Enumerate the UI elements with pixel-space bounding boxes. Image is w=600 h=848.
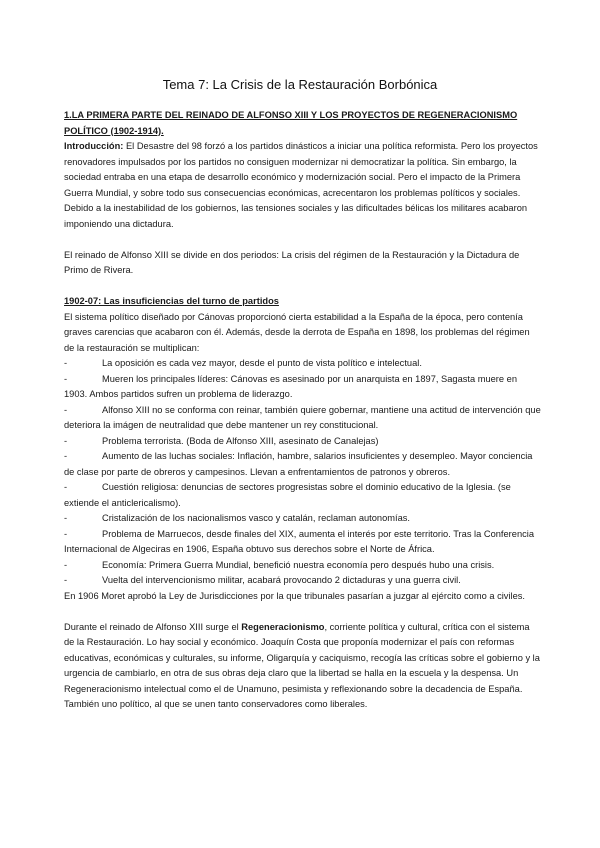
intro-text: El Desastre del 98 forzó a los partidos dinásticos a iniciar una política reformista. Pero los proyectos renovadores impulsados por los partidos no consiguen modernizar ni democratizar la política. Sin embargo, la sociedad entraba en una etapa de desarrollo económico y modernización social. Pero el impacto de la Primera Guerra Mundial, y sobre todo sus consecuencias económicas, acrecentaron los problemas políticos y sociales. Debido a la inestabilidad de los gobiernos, las tensiones sociales y las dificultades bélicas los militares acabaron imponiendo una dictadura. xyxy=(64,141,538,229)
list-item-text: Aumento de las luchas sociales: Inflación, hambre, salarios insuficientes y desempleo. Mayor conciencia de clase por parte de obreros y campesinos. Llevan a enfrentamientos de patronos y obreros. xyxy=(64,451,533,477)
list-item xyxy=(64,372,542,403)
section2-intro: El sistema político diseñado por Cánovas proporcionó cierta estabilidad a la España de la época, pero contenía graves carencias que acabaron con él. Además, desde la derrota de España en 1898, los problemas del régimen de la restauración se multiplican: xyxy=(64,311,530,353)
list-item xyxy=(64,434,542,450)
list-dash: - xyxy=(64,513,68,523)
list-item xyxy=(64,449,542,480)
problems-list xyxy=(64,356,542,589)
list-item-text: Mueren los principales líderes: Cánovas es asesinado por un anarquista en 1897, Sagasta muere en 1903. Ambos partidos sufren un problema de liderazgo. xyxy=(64,373,518,399)
list-item xyxy=(64,403,542,434)
page-title: Tema 7: La Crisis de la Restauración Borbónica xyxy=(162,77,438,92)
list-dash: - xyxy=(64,358,68,368)
list-item xyxy=(64,558,542,574)
paragraph-lead: Durante el reinado de Alfonso XIII surge el xyxy=(64,621,242,632)
list-dash: - xyxy=(64,482,68,492)
list-dash: - xyxy=(64,559,68,570)
list-dash: - xyxy=(64,528,68,539)
list-item-text: Problema de Marruecos, desde finales del XIX, aumenta el interés por este territorio. Tras la Conferencia Internacional de Algeciras en 1906, España obtuvo sus derechos sobre el Norte de África. xyxy=(64,528,535,554)
intro-paragraph xyxy=(64,139,542,232)
list-item-text: Problema terrorista. (Boda de Alfonso XIII, asesinato de Canalejas) xyxy=(102,435,379,446)
section-heading-1: 1.LA PRIMERA PARTE DEL REINADO DE ALFONSO XIII Y LOS PROYECTOS DE REGENERACIONISMO POLÍTICO (1902-1914). xyxy=(64,110,518,136)
list-item-text: Vuelta del intervencionismo militar, acabará provocando 2 dictaduras y una guerra civil. xyxy=(102,575,461,585)
section-heading-2: 1902-07: Las insuficiencias del turno de partidos xyxy=(64,296,279,306)
list-item-text: La oposición es cada vez mayor, desde el punto de vista político e intelectual. xyxy=(102,358,422,368)
list-item xyxy=(64,511,542,527)
list-dash: - xyxy=(64,575,68,585)
paragraph-rest: , corriente política y cultural, crítica con el sistema de la Restauración. Lo hay social y económico. Joaquín Costa que proponía modernizar el país con reformas educativas, económicas y culturales, su informe, Oligarquía y caciquismo, recogía las críticas sobre el gobierno y la urgencia de cambiarlo, en otra de sus obras deja claro que la libertad se halla en la escuela y la despensa. Un Regeneracionismo intelectual como el de Unamuno, pesimista y reflexionando sobre la decadencia de España. También uno político, al que se unen tanto conservadores como liberales. xyxy=(64,621,540,709)
document-body xyxy=(64,108,542,713)
list-item-text: Alfonso XIII no se conforma con reinar, también quiere gobernar, mantiene una actitud de intervención que deteriora la imágen de neutralidad que debe mantener un rey constitucional. xyxy=(64,404,541,430)
list-item xyxy=(64,356,542,372)
list-dash: - xyxy=(64,404,68,415)
list-item xyxy=(64,480,542,511)
list-item xyxy=(64,573,542,589)
list-dash: - xyxy=(64,451,68,461)
periods-paragraph: El reinado de Alfonso XIII se divide en dos periodos: La crisis del régimen de la Restauración y la Dictadura de Primo de Rivera. xyxy=(64,249,520,275)
list-item-text: Economía: Primera Guerra Mundial, benefició nuestra economía pero después hubo una crisis. xyxy=(102,559,495,570)
intro-label: Introducción: xyxy=(64,141,124,151)
section2-closing: En 1906 Moret aprobó la Ley de Jurisdicciones por la que tribunales pasarían a juzgar al ejército como a civiles. xyxy=(64,590,525,601)
list-item-text: Cuestión religiosa: denuncias de sectores progresistas sobre el dominio educativo de la Iglesia. (se extiende el anticlericalismo). xyxy=(64,482,511,508)
regeneracionismo-paragraph xyxy=(64,620,542,713)
list-item xyxy=(64,527,542,558)
list-dash: - xyxy=(64,435,68,446)
regeneracionismo-term: Regeneracionismo xyxy=(241,621,325,632)
list-dash: - xyxy=(64,373,68,384)
list-item-text: Cristalización de los nacionalismos vasco y catalán, reclaman autonomías. xyxy=(102,513,410,523)
